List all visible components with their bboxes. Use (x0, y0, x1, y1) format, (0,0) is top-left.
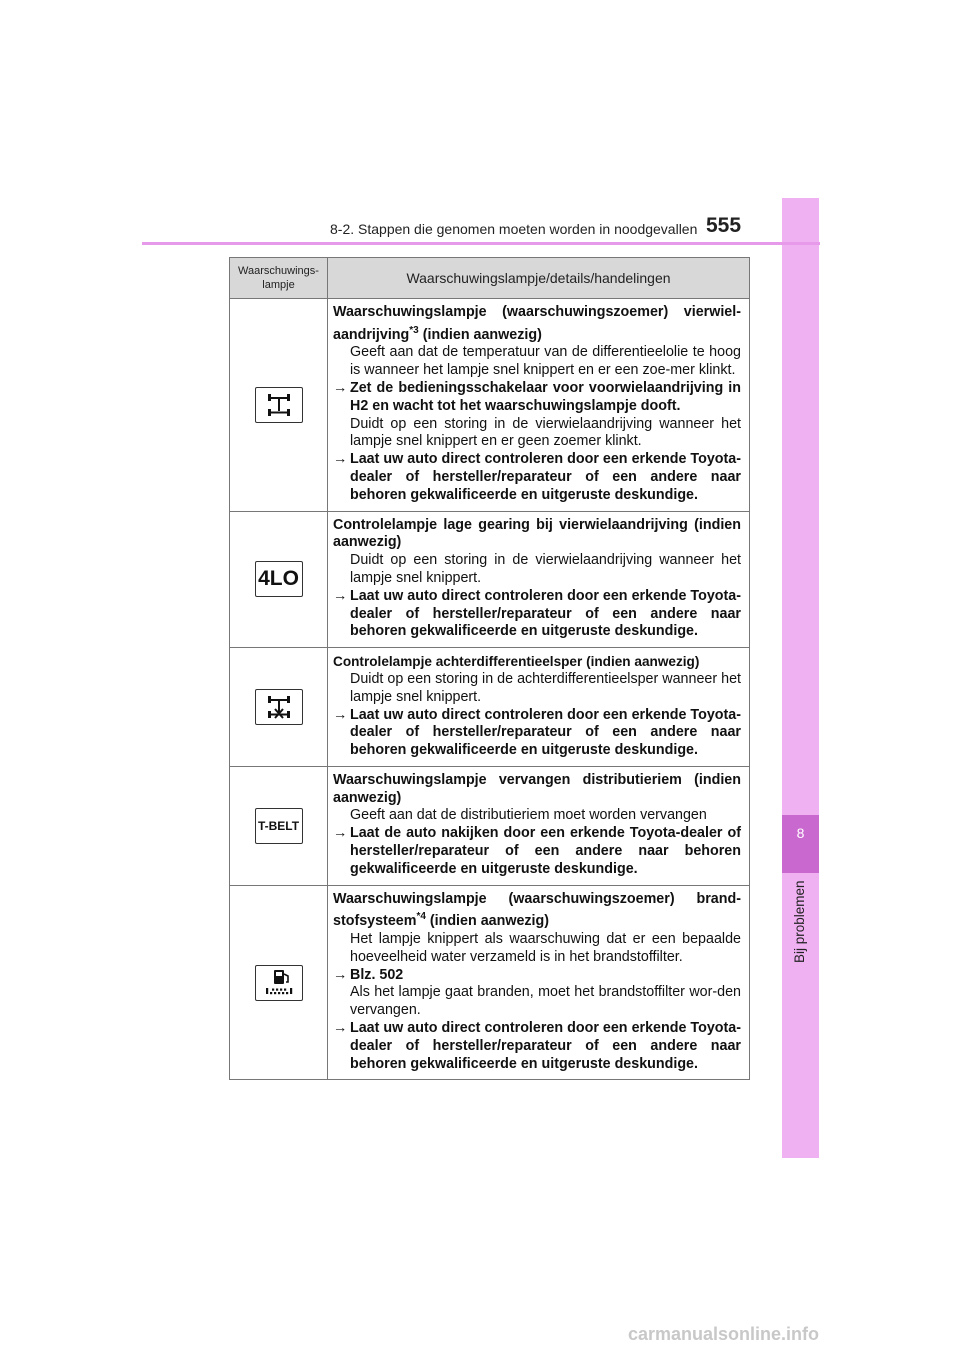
section-title: 8-2. Stappen die genomen moeten worden in noodgevallen (330, 221, 698, 237)
arrow-icon: → (333, 706, 348, 723)
column-header-description: Waarschuwingslampje/details/handelingen (328, 258, 750, 299)
detail-text: Duidt op een storing in de vierwielaandrijving wanneer het lampje snel knippert en er geen zoemer klinkt. (350, 415, 741, 450)
row-title: Controlelampje lage gearing bij vierwielaandrijving (indien aanwezig) (333, 516, 741, 551)
side-tab-chapter-number: 8 (796, 825, 805, 841)
4wd-warning-icon (255, 387, 303, 423)
row-title: Waarschuwingslampje (waarschuwingszoemer) brand-stofsysteem$^{*4}$ (indien aanwezig) (333, 890, 741, 930)
page-number: 555 (706, 214, 742, 237)
table-row (230, 299, 750, 512)
timing-belt-indicator-icon: T-BELT (255, 808, 303, 844)
lamp-cell (230, 766, 328, 885)
description-cell (328, 885, 750, 1080)
fuel-filter-icon (255, 965, 303, 1001)
action-step: → Laat de auto nakijken door een erkende Toyota-dealer of hersteller/reparateur of een andere naar behoren gekwalificeerde en uitgeruste deskundige. (333, 825, 741, 877)
arrow-icon: → (333, 825, 348, 842)
warning-lights-table (229, 257, 750, 1080)
arrow-icon: → (333, 966, 348, 983)
arrow-icon: → (333, 587, 348, 604)
side-tab-active-chapter (782, 815, 819, 873)
description-cell (328, 511, 750, 648)
header-divider (142, 242, 820, 245)
rear-diff-lock-icon (255, 689, 303, 725)
table-header-row (230, 258, 750, 299)
detail-text: Geeft aan dat de distributieriem moet worden vervangen (350, 807, 707, 824)
table-row (230, 885, 750, 1080)
detail-text: Duidt op een storing in de achterdifferentieelsper wanneer het lampje snel knippert. (350, 670, 741, 705)
side-tab-strip (782, 198, 819, 1158)
table-row (230, 766, 750, 885)
row-title: Waarschuwingslampje vervangen distributieriem (indien aanwezig) (333, 771, 741, 806)
table-row (230, 511, 750, 648)
action-step: → Laat uw auto direct controleren door een erkende Toyota-dealer of hersteller/reparateur of een andere naar behoren gekwalificeerde en uitgeruste deskundige. (333, 451, 741, 503)
side-tab-chapter-label: Bij problemen (792, 880, 807, 963)
description-cell (328, 648, 750, 767)
column-header-lamp: Waarschuwings-lampje (230, 258, 328, 299)
lamp-cell (230, 648, 328, 767)
description-cell (328, 299, 750, 512)
lamp-cell (230, 885, 328, 1080)
row-title: Controlelampje achterdifferentieelsper (indien aanwezig) (333, 654, 700, 670)
watermark: carmanualsonline.info (628, 1324, 820, 1344)
arrow-icon: → (333, 1020, 348, 1037)
arrow-icon: → (333, 379, 348, 396)
action-step: → Blz. 502 (333, 966, 404, 983)
arrow-icon: → (333, 451, 348, 468)
detail-text: Duidt op een storing in de vierwielaandrijving wanneer het lampje snel knippert. (350, 552, 741, 586)
row-title: Waarschuwingslampje (waarschuwingszoemer) vierwiel-aandrijving$^{*3}$ (indien aanwezig) (333, 304, 741, 343)
lamp-cell (230, 511, 328, 648)
action-step: → Laat uw auto direct controleren door een erkende Toyota-dealer of hersteller/reparateur of een andere naar behoren gekwalificeerde en uitgeruste deskundige. (333, 706, 741, 759)
detail-text: Als het lampje gaat branden, moet het brandstoffilter wor-den vervangen. (350, 984, 741, 1019)
table-row (230, 648, 750, 767)
lamp-cell (230, 299, 328, 512)
action-step: → Zet de bedieningsschakelaar voor voorwielaandrijving in H2 en wacht tot het waarschuwingslampje dooft. (333, 379, 741, 414)
detail-text: Het lampje knippert als waarschuwing dat er een bepaalde hoeveelheid water verzameld is in het brandstoffilter. (350, 931, 741, 965)
detail-text: Geeft aan dat de temperatuur van de differentieelolie te hoog is wanneer het lampje snel knippert en er een zoe-mer klinkt. (350, 344, 741, 379)
description-cell (328, 766, 750, 885)
action-step: → Laat uw auto direct controleren door een erkende Toyota-dealer of hersteller/reparateur of een andere naar behoren gekwalificeerde en uitgeruste deskundige. (333, 587, 741, 640)
4lo-indicator-icon: 4LO (255, 561, 303, 597)
action-step: → Laat uw auto direct controleren door een erkende Toyota-dealer of hersteller/reparateur of een andere naar behoren gekwalificeerde en uitgeruste deskundige. (333, 1020, 741, 1072)
